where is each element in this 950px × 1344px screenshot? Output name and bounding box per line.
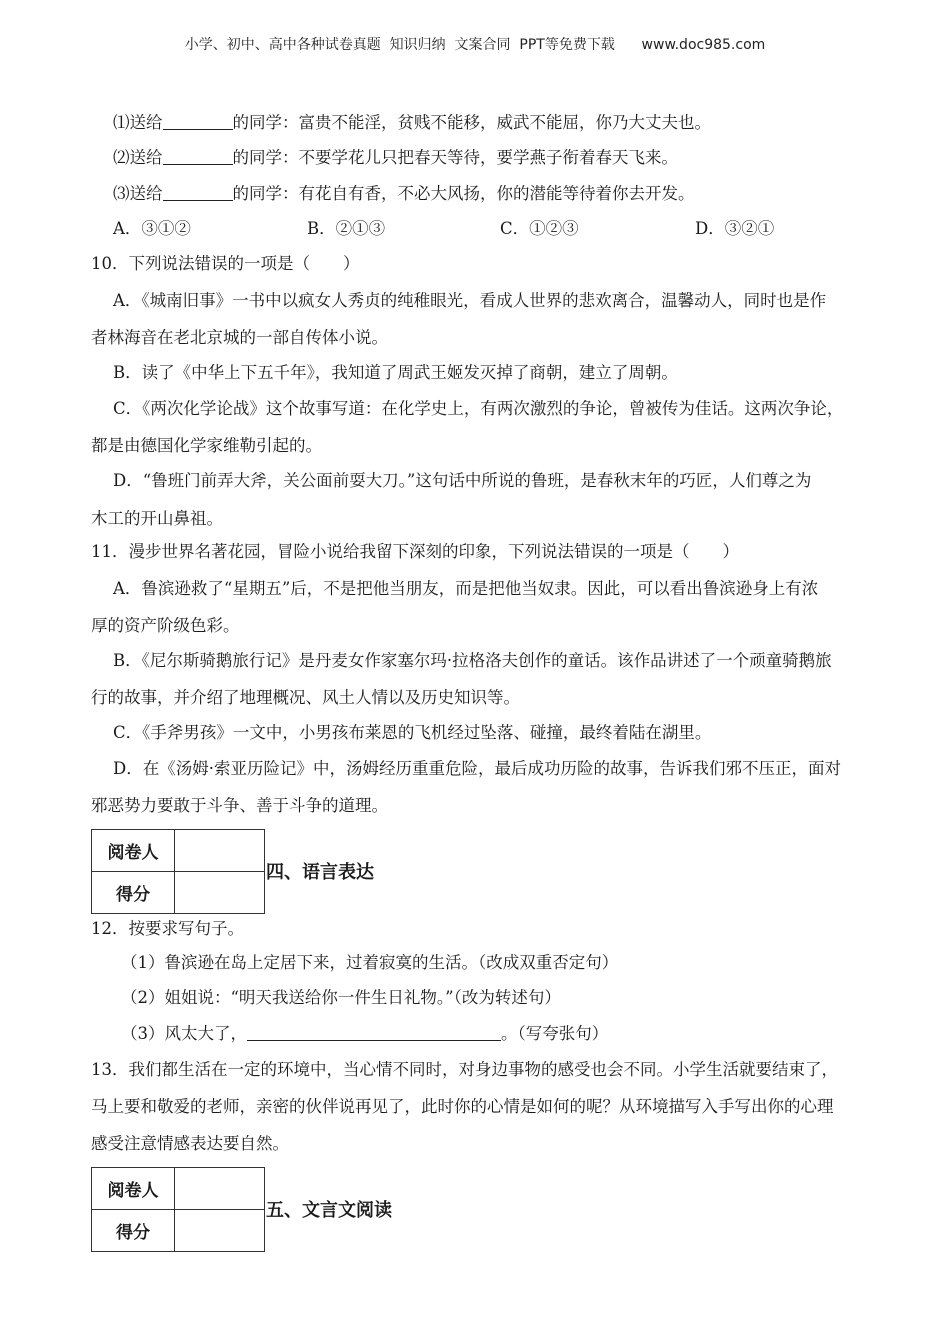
score-field[interactable] xyxy=(175,1210,265,1252)
q9-item-1-text: 的同学：富贵不能淫，贫贱不能移，威武不能屈，你乃大丈夫也。 xyxy=(232,113,711,132)
q10-option-c[interactable]: C．《两次化学论战》这个故事写道：在化学史上，有两次激烈的争论，曾被传为佳话。这两次争论， xyxy=(113,399,844,418)
score-label: 得分 xyxy=(92,1210,175,1252)
reviewer-label: 阅卷人 xyxy=(92,830,175,872)
q12-item-1: （1）鲁滨逊在岛上定居下来，过着寂寞的生活。（改成双重否定句） xyxy=(121,953,619,972)
q11-option-b-cont: 行的故事，并介绍了地理概况、风土人情以及历史知识等。 xyxy=(91,688,520,707)
q13-line-2: 马上要和敬爱的老师，亲密的伙伴说再见了，此时你的心情是如何的呢？从环境描写入手写出你的心理 xyxy=(91,1097,834,1116)
score-box-section-5 xyxy=(91,1167,265,1252)
blank-line[interactable] xyxy=(163,148,233,165)
reviewer-field[interactable] xyxy=(175,1168,265,1210)
score-label: 得分 xyxy=(92,872,175,914)
blank-line[interactable] xyxy=(163,113,233,130)
q9-item-1-num: ⑴送给 xyxy=(113,113,163,132)
blank-line[interactable] xyxy=(163,184,233,201)
page-header: 小学、初中、高中各种试卷真题 知识归纳 文案合同 PPT等免费下载 www.doc985.com xyxy=(184,37,766,53)
q12-item-3 xyxy=(121,1023,608,1045)
q9-option-a[interactable]: A．③①② xyxy=(113,219,191,238)
q12-item-3-suffix: 。（写夸张句） xyxy=(501,1024,609,1043)
q9-item-2-num: ⑵送给 xyxy=(113,148,163,167)
q11-option-d[interactable]: D．在《汤姆·索亚历险记》中，汤姆经历重重危险，最后成功历险的故事，告诉我们邪不压正，面对 xyxy=(113,759,841,778)
reviewer-field[interactable] xyxy=(175,830,265,872)
q10-option-a-cont: 者林海音在老北京城的一部自传体小说。 xyxy=(91,328,388,347)
q9-item-3-text: 的同学：有花自有香，不必大风扬，你的潜能等待着你去开发。 xyxy=(232,184,695,203)
q11-option-b[interactable]: B．《尼尔斯骑鹅旅行记》是丹麦女作家塞尔玛·拉格洛夫创作的童话。该作品讲述了一个顽童骑鹅旅 xyxy=(113,651,832,670)
q13-line-3: 感受注意情感表达要自然。 xyxy=(91,1134,289,1153)
q10-option-d-cont: 木工的开山鼻祖。 xyxy=(91,509,223,528)
q12-item-3-prefix: （3）风太大了， xyxy=(121,1024,247,1043)
section-5-title: 五、文言文阅读 xyxy=(266,1200,392,1221)
q10-option-d[interactable]: D．“鲁班门前弄大斧，关公面前耍大刀。”这句话中所说的鲁班，是春秋末年的巧匠，人们尊之为 xyxy=(113,471,812,490)
q11-stem: 11．漫步世界名著花园，冒险小说给我留下深刻的印象，下列说法错误的一项是（ ） xyxy=(91,542,739,561)
q9-item-2-text: 的同学：不要学花儿只把春天等待，要学燕子衔着春天飞来。 xyxy=(232,148,678,167)
q10-option-a[interactable]: A．《城南旧事》一书中以疯女人秀贞的纯稚眼光，看成人世界的悲欢离合，温馨动人，同时也是作 xyxy=(113,291,827,310)
score-field[interactable] xyxy=(175,872,265,914)
q9-item-3-num: ⑶送给 xyxy=(113,184,163,203)
q11-option-a-cont: 厚的资产阶级色彩。 xyxy=(91,616,240,635)
q10-stem: 10．下列说法错误的一项是（ ） xyxy=(91,254,360,273)
score-box-section-4 xyxy=(91,829,265,914)
q9-item-2 xyxy=(113,147,678,169)
q9-item-3 xyxy=(113,183,695,205)
q12-stem: 12．按要求写句子。 xyxy=(91,919,244,938)
section-4-title: 四、语言表达 xyxy=(266,862,374,883)
q13-line-1: 13．我们都生活在一定的环境中，当心情不同时，对身边事物的感受也会不同。小学生活就要结束了， xyxy=(91,1060,838,1079)
q11-option-c[interactable]: C．《手斧男孩》一文中，小男孩布莱恩的飞机经过坠落、碰撞，最终着陆在湖里。 xyxy=(113,723,712,742)
answer-blank[interactable] xyxy=(247,1024,501,1041)
q11-option-d-cont: 邪恶势力要敢于斗争、善于斗争的道理。 xyxy=(91,796,388,815)
q11-option-a[interactable]: A．鲁滨逊救了“星期五”后，不是把他当朋友，而是把他当奴隶。因此，可以看出鲁滨逊身上有浓 xyxy=(113,579,819,598)
q9-option-b[interactable]: B．②①③ xyxy=(307,219,386,238)
q9-option-d[interactable]: D．③②① xyxy=(695,219,775,238)
q9-option-c[interactable]: C．①②③ xyxy=(500,219,579,238)
q10-option-b[interactable]: B．读了《中华上下五千年》，我知道了周武王姬发灭掉了商朝，建立了周朝。 xyxy=(113,363,678,382)
q10-option-c-cont: 都是由德国化学家维勒引起的。 xyxy=(91,436,322,455)
q9-item-1 xyxy=(113,112,711,134)
q12-item-2: （2）姐姐说：“明天我送给你一件生日礼物。”（改为转述句） xyxy=(121,988,561,1007)
reviewer-label: 阅卷人 xyxy=(92,1168,175,1210)
